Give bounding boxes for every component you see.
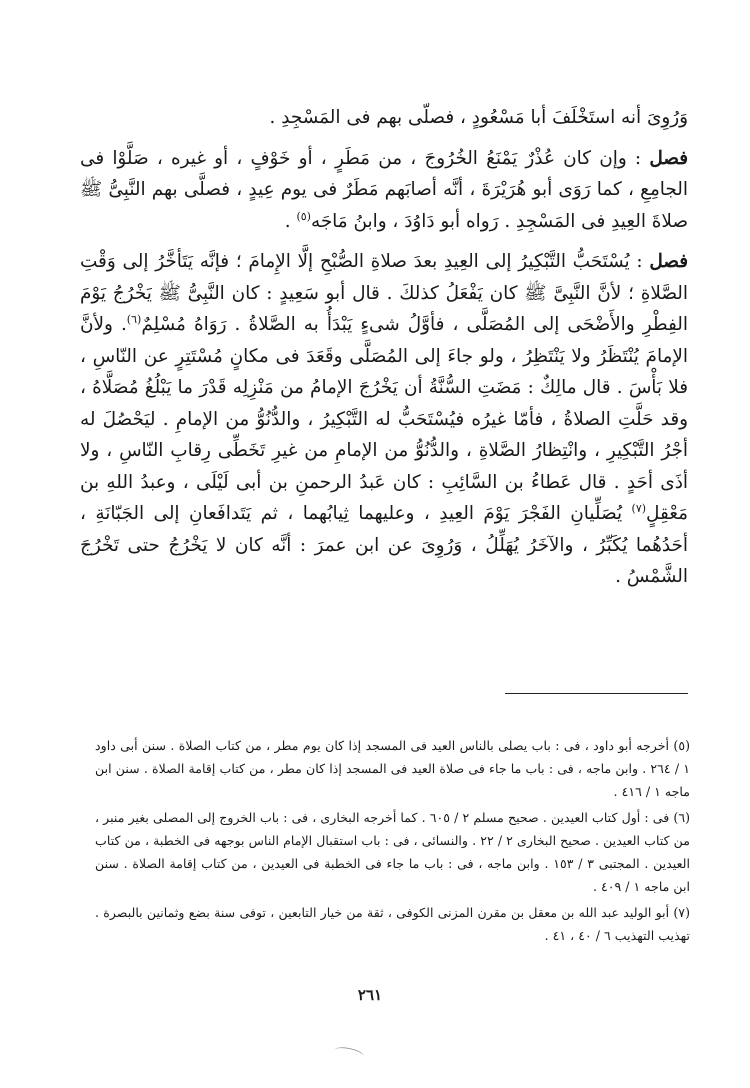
footnote-ref-7: (٧) [631, 501, 647, 515]
footnote-number: (٥) [673, 738, 690, 753]
paragraph-3-text-2: . ولأنَّ الإمامَ يُنْتَظَرُ ولا يَنْتَظِرُ ، ولو جاءَ إلى المُصَلَّى وقَعَدَ فى مكانٍ مُسْتَتِرٍ عن النّاسِ ، فلا بَأْسَ . قال مالِكٌ : مَضَتِ السُّنَّةُ أن يَخْرُجَ الإمامُ من مَنْزِلِه قَدْرَ ما يَبْلُغُ مُصَلَّاهُ ، وقد حَلَّتِ الصلاةُ ، فأمّا غيرُه فيُسْتَحَبُّ له التَّبْكِيرُ ، والدُّنُوُّ من الإمامِ . ليَحْصُلَ له أجْرُ التَّبْكِيرِ ، وانْتِظارُ الصَّلاةِ ، والدُّنُوُّ من الإمامِ من غيرِ تَخَطِّى رِقابِ النّاسِ ، ولا أذَى أحَدٍ . قال عَطاءُ بن السَّائِبِ : كان عَبدُ الرحمنِ بن أبى لَيْلَى ، وعبدُ اللهِ بن مَعْقِلٍ [80, 314, 688, 524]
footnotes [95, 734, 690, 950]
scan-mark [333, 1045, 365, 1062]
paragraph-2-text: : وإن كان عُذْرٌ يَمْنَعُ الخُرُوجَ ، من مَطَرٍ ، أو خَوْفٍ ، أو غيره ، صَلَّوْا فى الجامِعِ ، كما رَوَى أبو هُرَيْرَةَ ، أنَّه أصابَهم مَطَرٌ فى يوم عِيدٍ ، فصلَّى بهم النَّبِىُّ ﷺ صلاةَ العِيدِ فى المَسْجِدِ . رَواه أبو دَاوُدَ ، وابنُ مَاجَه [80, 147, 688, 232]
paragraph-3-text-1: : يُسْتَحَبُّ التَّبْكِيرُ إلى العِيدِ بعدَ صلاةِ الصُّبْحِ إلَّا الإِمامَ ؛ فإنَّه يَتَأخَّرُ إلى وَقْتِ الصَّلاةِ ؛ لأنَّ النَّبِىَّ ﷺ كان يَفْعَلُ كذلكَ . قال أبو سَعِيدٍ : كان النَّبِىُّ ﷺ يَخْرُجُ يَوْمَ الفِطْرِ والأَضْحَى إلى المُصَلَّى ، فأوَّلُ شىءٍ يَبْدَأُ به الصَّلاةُ . رَوَاهُ مُسْلِمٌ [80, 251, 688, 335]
footnote-ref-5: (٥) [296, 209, 311, 223]
footnote-ref-6: (٦) [126, 312, 142, 326]
footnote-text: فى : أول كتاب العيدين . صحيح مسلم ٢ / ٦٠٥ . كما أخرجه البخارى ، فى : باب الخروج إلى المصلى بغير منبر ، من كتاب العيدين . صحيح البخارى ٢ / ٢٢ . والنسائى ، فى : باب استقبال الإمام الناس بوجهه فى الخطبة ، من كتاب العيدين . المجتبى ٣ / ١٥٣ . وابن ماجه ، فى : باب ما جاء فى الخطبة فى العيدين ، من كتاب إقامة الصلاة . سنن ابن ماجه ١ / ٤٠٩ . [95, 810, 691, 894]
footnote-text: أخرجه أبو داود ، فى : باب يصلى بالناس العيد فى المسجد إذا كان يوم مطر ، من كتاب الصلاة . سنن أبى داود ١ / ٢٦٤ . وابن ماجه ، فى : باب ما جاء فى صلاة العيد فى المسجد إذا كان مطر ، من كتاب إقامة الصلاة . سنن ابن ماجه ١ / ٤١٦ . [95, 738, 691, 799]
paragraph-1: وَرُوِىَ أنه استَخْلَفَ أبا مَسْعُودٍ ، فصلّى بهم فى المَسْجِدِ . [269, 107, 688, 128]
footnote-6 [95, 806, 690, 898]
footnote-7 [95, 901, 690, 947]
footnote-divider [505, 693, 688, 694]
footnote-text: أبو الوليد عبد الله بن معقل بن مقرن المزنى الكوفى ، ثقة من خيار التابعين ، توفى سنة بضع وثمانين بالبصرة . تهذيب التهذيب ٦ / ٤٠ ، ٤١ . [95, 905, 690, 943]
paragraph-3 [80, 246, 688, 593]
footnote-number: (٧) [673, 905, 690, 920]
footnote-number: (٦) [673, 810, 690, 825]
paragraph-2-end: . [284, 210, 297, 232]
page-number: ٢٦١ [357, 986, 383, 1004]
section-label: فصل [649, 251, 688, 272]
section-label: فصل [649, 147, 688, 169]
paragraph-3-text-3: يُصَلِّيانِ الفَجْرَ يَوْمَ العِيدِ ، وعليهما ثِيابُهما ، ثم يَتَدافَعانِ إلى الجَبّانَةِ ، أحَدُهُما يُكَبِّرُ ، والآخَرُ يُهَلِّلُ ، وَرُوِىَ عن ابن عمرَ : أنَّه كان لا يَخْرُجُ حتى تَخْرُجَ الشَّمْسُ . [80, 503, 688, 587]
footnote-5 [95, 734, 690, 803]
main-text [80, 102, 688, 593]
paragraph-2 [80, 143, 688, 238]
